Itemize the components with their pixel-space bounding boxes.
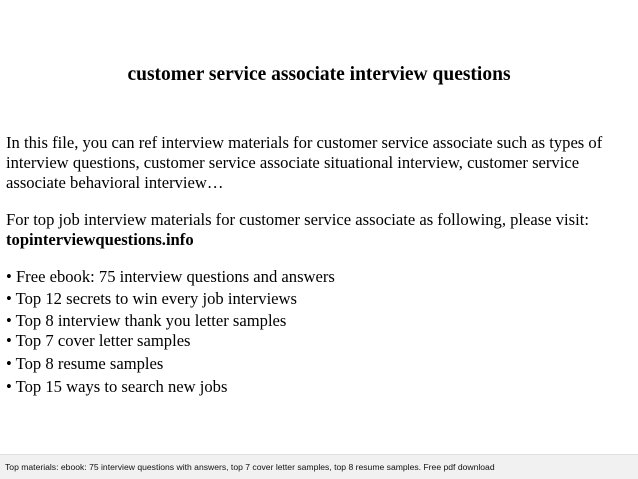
resource-list <box>6 267 634 397</box>
slide-body <box>6 133 634 397</box>
list-item: • Top 7 cover letter samples <box>6 331 191 350</box>
cta-text: For top job interview materials for customer service associate as following, please visit: <box>6 210 589 229</box>
cta-paragraph <box>6 210 634 250</box>
list-item: • Top 12 secrets to win every job interviews <box>6 289 297 308</box>
slide-title: customer service associate interview questions <box>127 64 511 85</box>
footer-bar <box>0 454 638 479</box>
list-item: • Free ebook: 75 interview questions and answers <box>6 267 335 286</box>
list-item: • Top 8 interview thank you letter samples <box>6 311 287 330</box>
list-item: • Top 15 ways to search new jobs <box>6 377 228 396</box>
intro-paragraph: In this file, you can ref interview materials for customer service associate such as types of interview questions, customer service associate situational interview, customer service associate behavioral interview… <box>6 133 603 192</box>
footer-text: Top materials: ebook: 75 interview questions with answers, top 7 cover letter samples, top 8 resume samples. Free pdf download <box>5 462 495 472</box>
cta-link[interactable]: topinterviewquestions.info <box>6 230 194 249</box>
list-item: • Top 8 resume samples <box>6 354 164 373</box>
